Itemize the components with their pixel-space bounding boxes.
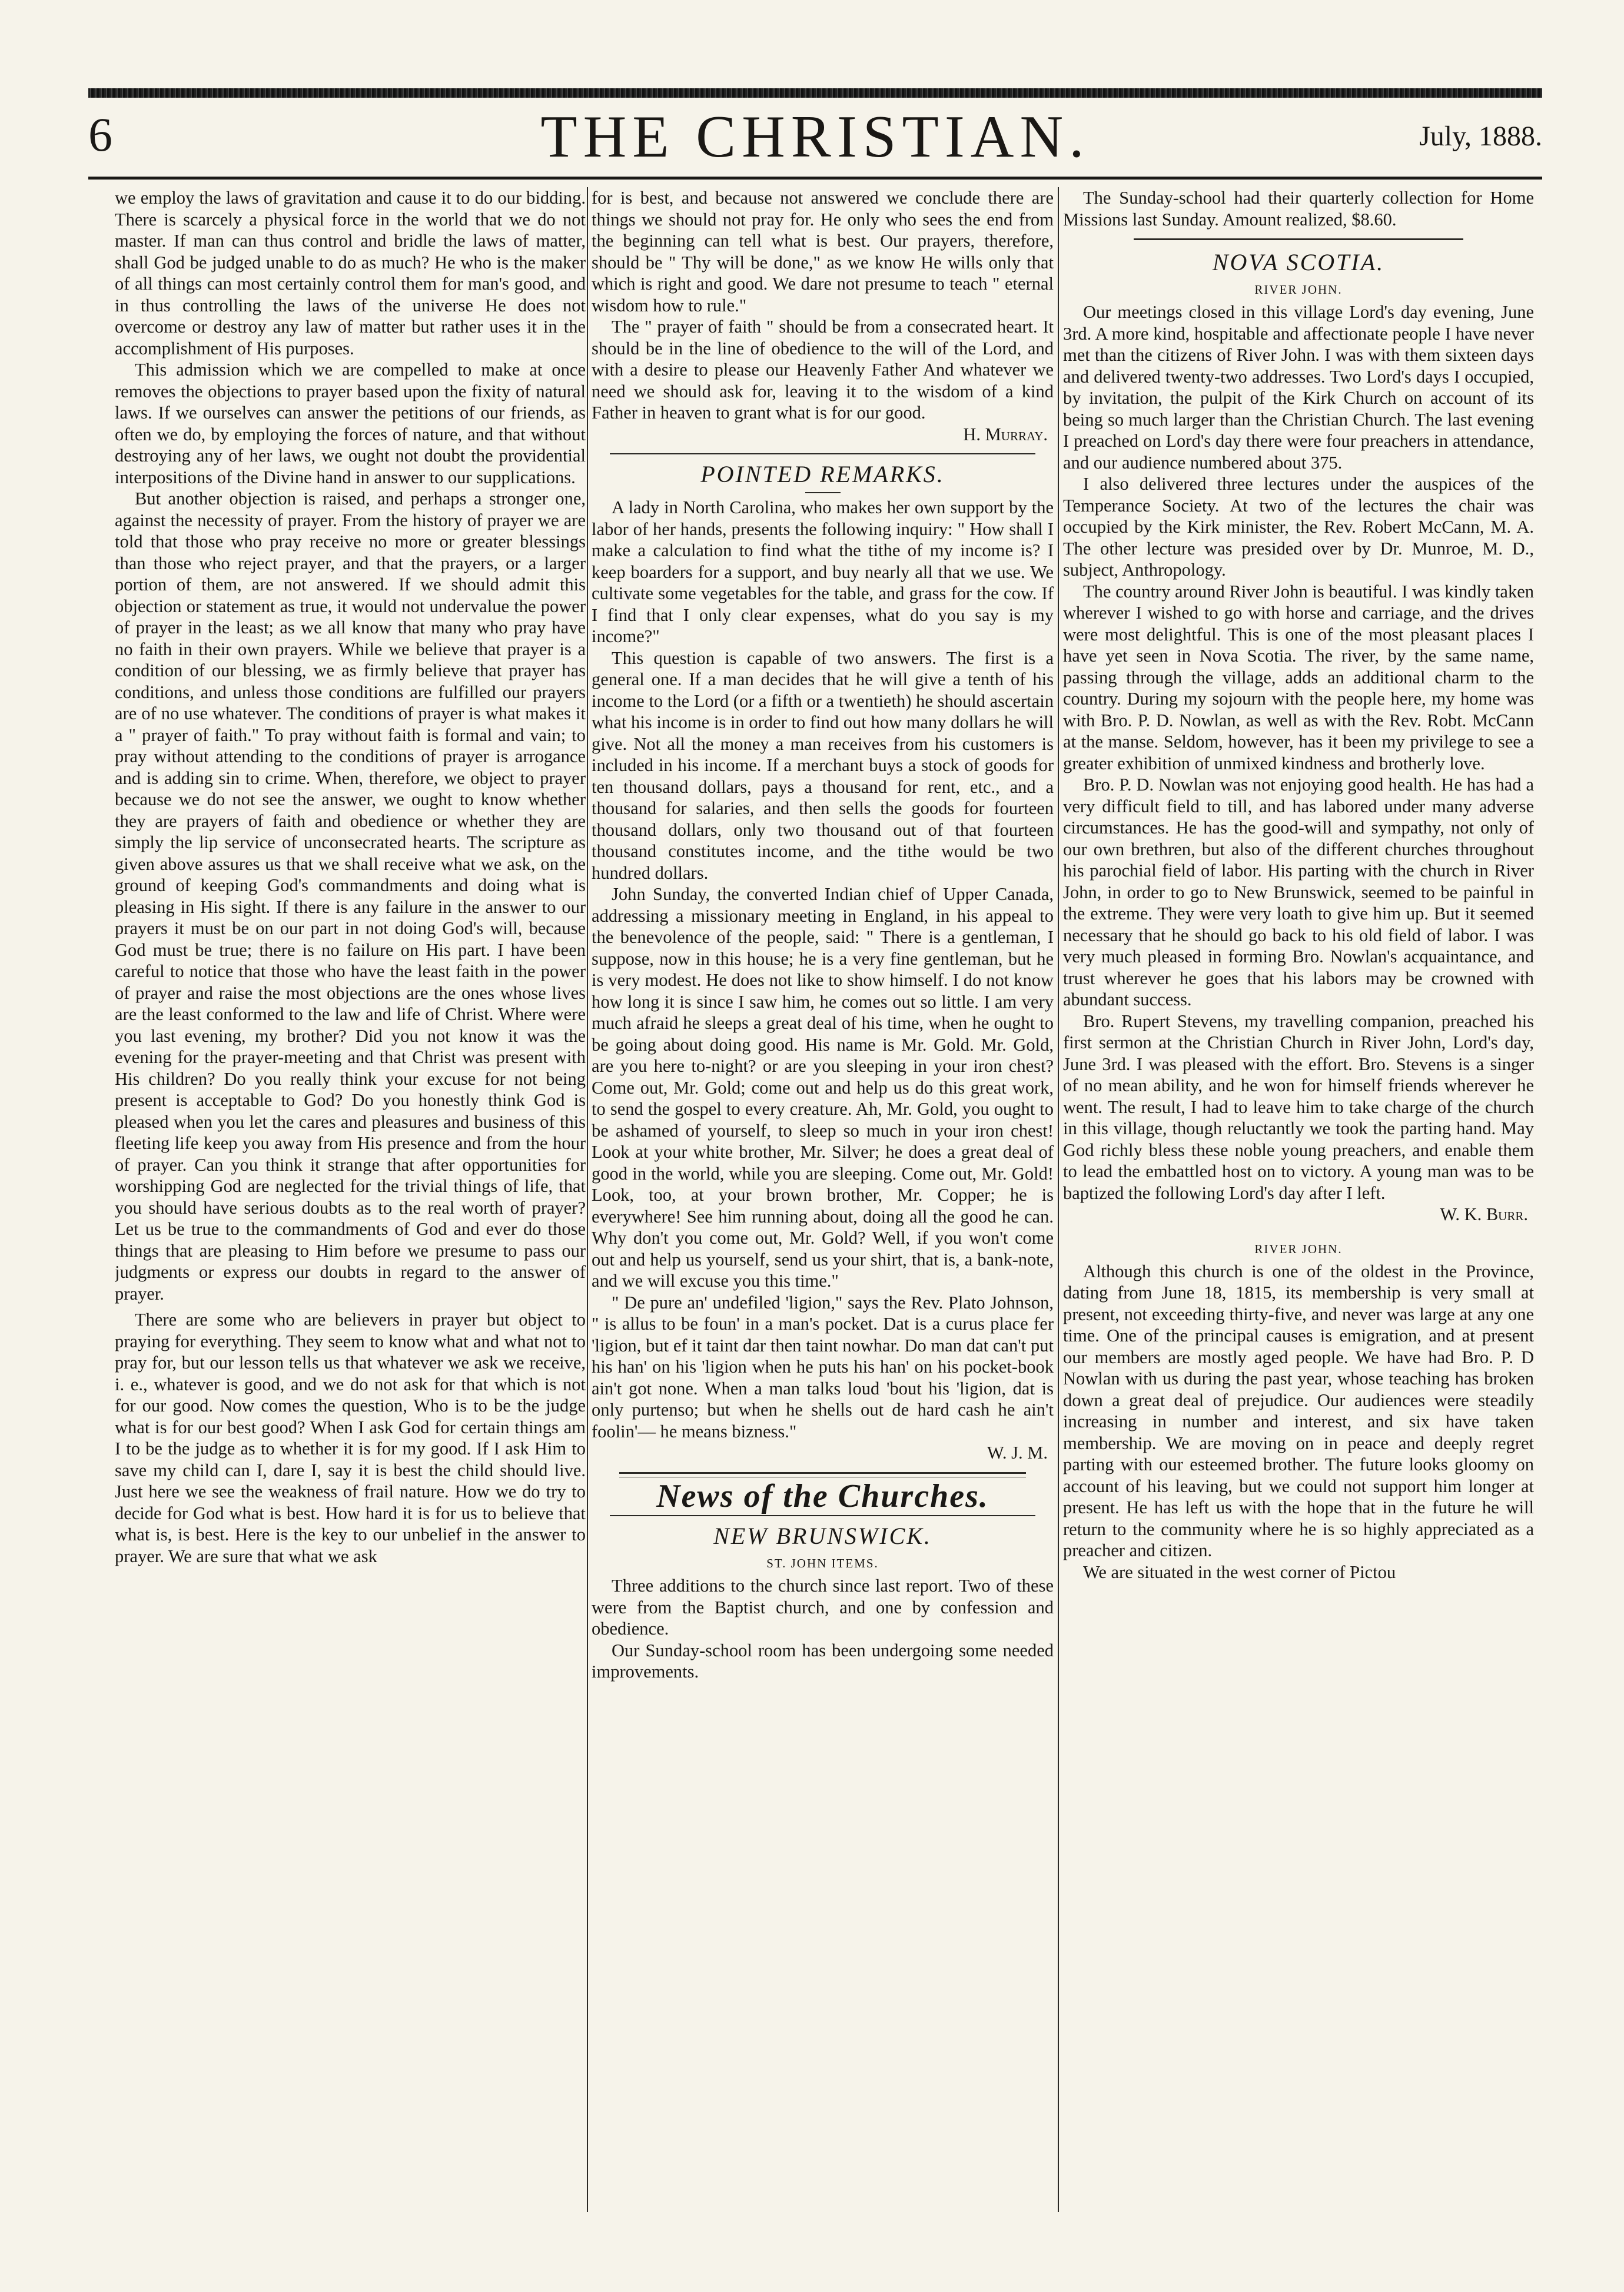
subheading: ST. JOHN ITEMS. [766, 1556, 879, 1570]
paragraph: The country around River John is beautiful. I was kindly taken wherever I wished to go with horse and carriage, and the drives were most delightful. This is one of the most pleasant places I have yet seen in Nova Scotia. The river, by the same name, passing through the village, adds an additional charm to the country. During my sojourn with the people here, my home was with Bro. P. D. Nowlan, as well as with the Rev. Robt. McCann at the manse. Seldom, however, has it been my privilege to see a greater exhibition of unmixed kindness and brotherly love. [1063, 581, 1534, 773]
paper-title: THE CHRISTIAN. [540, 104, 1090, 170]
paragraph: A lady in North Carolina, who makes her own support by the labor of her hands, presents the following inquiry: " How shall I make a calculation to find what the tithe of my income is? I keep boarders for a support, and buy nearly all that we use. We cultivate some vegetables for the table, and grass for the cow. If I find that I only clear expenses, what do you say is my income?" [592, 497, 1054, 646]
section-banner: News of the Churches. [656, 1477, 989, 1514]
paragraph: Our Sunday-school room has been undergoing some needed improvements. [592, 1640, 1054, 1682]
column-divider [1058, 187, 1059, 2212]
signature: H. Murray. [963, 424, 1048, 444]
subheading: RIVER JOHN. [1254, 1241, 1343, 1256]
paragraph: " De pure an' undefiled 'ligion," says the Rev. Plato Johnson, " is allus to be foun' in a man's pocket. Dat is a curus place fer 'ligion, but ef it taint dar then taint nowhar. Do man dat can't put his han' on his 'ligion when he puts his han' on his pocket-book ain't got none. When a man talks loud 'bout his 'ligion, dat is only purtenso; but when he shells out de hard cash he ain't foolin'— he means bizness." [592, 1292, 1054, 1441]
column-2 [592, 187, 1054, 2212]
paragraph: we employ the laws of gravitation and cause it to do our bidding. There is scarcely a physical force in the world that we do not master. If man can thus control and bridle the laws of matter, shall God be judged unable to do as much? He who is the maker of all things can most certainly control them for man's good, and in thus controlling the laws of the universe He does not overcome or destroy any law of matter but rather uses it in the accomplishment of His purposes. [115, 188, 586, 358]
masthead [88, 105, 1542, 175]
section-rule [619, 1472, 1026, 1477]
column-3 [1063, 187, 1534, 2212]
paragraph: Three additions to the church since last report. Two of these were from the Baptist church, and one by confession and obedience. [592, 1576, 1054, 1639]
paragraph: This question is capable of two answers. The first is a general one. If a man decides that he will give a tenth of his income to the Lord (or a fifth or a twentieth) he should ascertain what his income is in order to find out how many dollars he will give. Not all the money a man receives from his customers is included in his income. If a merchant buys a stock of goods for ten thousand dollars, pays a thousand for rent, etc., and a thousand for salaries, and then sells the goods for fourteen thousand dollars, only two thousand out of that fourteen thousand constitutes income, and the tithe would be two hundred dollars. [592, 647, 1054, 883]
section-heading: NEW BRUNSWICK. [713, 1523, 932, 1549]
issue-date: July, 1888. [1419, 121, 1542, 152]
paragraph: Bro. Rupert Stevens, my travelling companion, preached his first sermon at the Christian Church in River John, Lord's day, June 3rd. I was pleased with the effort. Bro. Stevens is a singer of no mean ability, and he won for himself friends wherever he went. The result, I had to leave him to take charge of the church in this village, though reluctantly we took the parting hand. May God richly bless these noble young preachers, and enable them to lead the embattled host on to victory. A young man was to be baptized the following Lord's day after I left. [1063, 1011, 1534, 1203]
paragraph: The Sunday-school had their quarterly collection for Home Missions last Sunday. Amount realized, $8.60. [1063, 188, 1534, 230]
section-rule [1134, 238, 1463, 240]
heading-rule [805, 492, 841, 493]
section-heading: NOVA SCOTIA. [1212, 249, 1385, 275]
paragraph: Although this church is one of the oldest in the Province, dating from June 18, 1815, its membership is very small at present, not exceeding thirty-five, and never was large at any one time. One of the principal causes is emigration, and at present our members are mostly aged people. We have had Bro. P. D Nowlan with us during the past year, whose teaching has broken down a great deal of prejudice. Our audiences were steadily increasing in number and interest, and six have taken membership. We are moving on in peace and deeply regret parting with our esteemed brother. The future looks gloomy on account of his leaving, but we could not support him longer at present. He has left us with the hope that in the future he will return to the community where he is so highly appreciated as a preacher and citizen. [1063, 1261, 1534, 1560]
paragraph: The " prayer of faith " should be from a consecrated heart. It should be in the line of obedience to the will of the Lord, and with a desire to please our Heavenly Father And whatever we need we should ask for, leaving it to the wisdom of a kind Father in heaven to grant what is for our good. [592, 317, 1054, 423]
paragraph: This admission which we are compelled to make at once removes the objections to prayer based upon the fixity of natural laws. If we ourselves can answer the petitions of our friends, as often we do, by employing the forces of nature, and that without destroying any of her laws, we ought not doubt the providential interpositions of the Divine hand in answer to our supplications. [115, 360, 586, 487]
paragraph: We are situated in the west corner of Pictou [1083, 1562, 1396, 1582]
signature: W. J. M. [987, 1443, 1048, 1463]
top-decorative-rule [88, 88, 1542, 98]
paragraph: Bro. P. D. Nowlan was not enjoying good health. He has had a very difficult field to till, and has labored under many adverse circumstances. He has the good-will and sympathy, not only of our own brethren, but also of the different churches throughout his parochial field of labor. His parting with the church in River John, in order to go to New Brunswick, seemed to be painful in the extreme. They were very loath to give him up. But it seemed necessary that he should go back to his old field of labor. I was very much pleased in forming Bro. Nowlan's acquaintance, and trust wherever he goes that his labors may be crowned with abundant success. [1063, 775, 1534, 1009]
column-divider [587, 187, 588, 2212]
paragraph: But another objection is raised, and perhaps a stronger one, against the necessity of prayer. From the history of prayer we are told that those who pray receive no more or greater blessings than those who reject prayer, and that the prayers, or a larger portion of them, are not answered. If we should admit this objection or statement as true, it would not undervalue the power of prayer in the least; as we all know that many who pray have no faith in their own prayers. While we believe that prayer is a condition of our blessing, we as firmly believe that prayer has conditions, and unless those conditions are fulfilled our prayers are of no use whatever. The conditions of prayer is what makes it a " prayer of faith." To pray without faith is formal and vain; to pray without attending to the conditions of prayer is arrogance and is adding sin to crime. When, therefore, we object to prayer because we do not see the answer, we ought to know whether they are prayers of faith and obedience or whether they are simply the lip service of unconsecrated hearts. The scripture as given above assures us that we shall receive what we ask, on the ground of keeping God's commandments and doing what is pleasing in His sight. If there is any failure in the answer to our prayers it must be on our part in not doing God's will, because God must be true; there is no failure on His part. I have been careful to notice that those who have the least faith in the power of prayer and raise the most objections are the ones whose lives are the least conformed to the law and life of Christ. Where were you last evening, my brother? Did you not know it was the evening for the prayer-meeting and that Christ was present with His children? Do you really think your excuse for not being present is acceptable to God? Do you honestly think God is pleased when you let the cares and pleasures and business of this fleeting life keep you away from His presence and from the hour of prayer. Can you think it strange that after opportunities for worshipping God are neglected for the trivial things of life, that you should have serious doubts as to the real worth of prayer? Let us be true to the commandments of God and ever do those things that are pleasing to Him before we presume to pass our judgments or express our doubts in regard to the answer of prayer. [115, 489, 586, 1304]
page-number: 6 [88, 108, 112, 161]
column-1 [115, 187, 586, 2212]
subheading: RIVER JOHN. [1254, 283, 1343, 297]
paragraph: Our meetings closed in this village Lord's day evening, June 3rd. A more kind, hospitable and affectionate people I have never met than the citizens of River John. I was with them sixteen days and delivered twenty-two addresses. Two Lord's days I occupied, by invitation, the pulpit of the Kirk Church on account of its being so much larger than the Christian Church. The last evening I preached on Lord's day there were four preachers in attendance, and our audience numbered about 375. [1063, 302, 1534, 473]
paragraph: I also delivered three lectures under the auspices of the Temperance Society. At two of the lectures the chair was occupied by the Kirk minister, the Rev. Robert McCann, M. A. The other lecture was presided over by Dr. Munroe, M. D., subject, Anthropology. [1063, 474, 1534, 580]
signature: W. K. Burr. [1440, 1204, 1528, 1224]
section-rule [610, 1515, 1035, 1516]
paragraph: There are some who are believers in prayer but object to praying for everything. They seem to know what and what not to pray for, but our lesson tells us that whatever we ask we receive, i. e., whatever is good, and we do not ask for that which is not for our good. Now comes the question, Who is to be the judge what is for our best good? When I ask God for certain things am I to be the judge as to whether it is for my good. If I ask Him to save my child can I, dare I, say it is best the child should live. Just here we see the weakness of frail nature. How we do try to decide for God what is best. How hard it is for us to believe that what is, is best. Here is the key to our unbelief in the answer to prayer. We are sure that what we ask [115, 1310, 586, 1566]
paragraph: John Sunday, the converted Indian chief of Upper Canada, addressing a missionary meeting in England, in his appeal to the benevolence of the people, said: " There is a gentleman, I suppose, now in this house; he is a very fine gentleman, but he is very modest. He does not like to show himself. I do not know how long it is since I saw him, he comes out so little. I am very much afraid he sleeps a great deal of his time, when he ought to be going about doing good. His name is Mr. Gold. Mr. Gold, are you here to-night? or are you sleeping in your iron chest? Come out, Mr. Gold; come out and help us do this great work, to send the gospel to every creature. Ah, Mr. Gold, you ought to be ashamed of yourself, to sleep so much in your iron chest! Look at your white brother, Mr. Silver; he does a great deal of good in the world, while you are sleeping. Come out, Mr. Gold! Look, too, at your brown brother, Mr. Copper; he is everywhere! See him running about, doing all the good he can. Why don't you come out, Mr. Gold? Well, if you won't come out and help us yourself, send us your shirt, that is, a bank-note, and we will excuse you this time." [592, 884, 1054, 1291]
section-heading: POINTED REMARKS. [700, 461, 945, 487]
section-rule [610, 453, 1035, 454]
masthead-rule [88, 177, 1542, 180]
paragraph: for is best, and because not answered we conclude there are things we should not pray for. He only who sees the end from the beginning can tell what is best. Our prayers, therefore, should be " Thy will be done," as we know He wills only that which is right and good. We dare not presume to teach " eternal wisdom how to rule." [592, 188, 1054, 315]
